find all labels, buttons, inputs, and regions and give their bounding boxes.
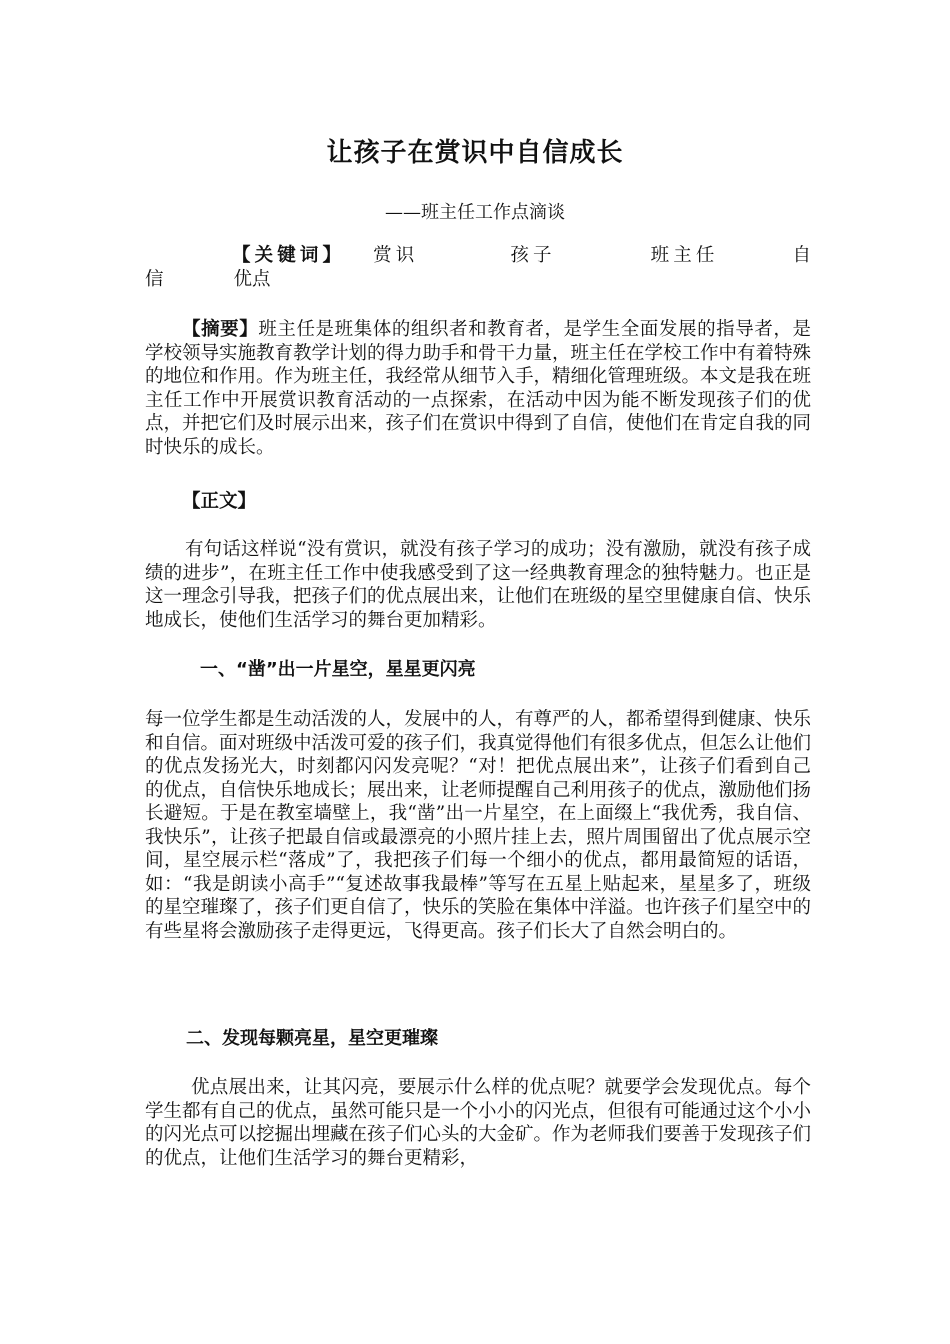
keyword-item: 班主任 <box>650 245 719 266</box>
keyword-item: 自信 <box>145 245 811 290</box>
document-title: 让孩子在赏识中自信成长 <box>326 138 624 168</box>
document-subtitle: ——班主任工作点滴谈 <box>385 202 565 223</box>
intro-paragraph: 有句话这样说“没有赏识，就没有孩子学习的成功；没有激励，就没有孩子成绩的进步”，在班主任工作中使我感受到了这一经典教育理念的独特魅力。也正是这一理念引导我，把孩子们的优点展出来，让他们在班级的星空里健康自信、快乐地成长，使他们生活学习的舞台更加精彩。 <box>145 539 812 631</box>
abstract-paragraph <box>145 318 811 459</box>
body-label: 【正文】 <box>182 491 257 512</box>
section-paragraph-2: 优点展出来，让其闪亮，要展示什么样的优点呢？就要学会发现优点。每个学生都有自己的优点，虽然可能只是一个小小的闪光点，但很有可能通过这个小小的闪光点可以挖掘出埋藏在孩子们心头的大金矿。作为老师我们要善于发现孩子们的优点，让他们生活学习的舞台更精彩， <box>145 1077 812 1169</box>
abstract-text: 班主任是班集体的组织者和教育者，是学生全面发展的指导者，是学校领导实施教育教学计划的得力助手和骨干力量，班主任在学校工作中有着特殊的地位和作用。作为班主任，我经常从细节入手，精细化管理班级。本文是我在班主任工作中开展赏识教育活动的一点探索，在活动中因为能不断发现孩子们的优点，并把它们及时展示出来，孩子们在赏识中得到了自信，使他们在肯定自我的同时快乐的成长。 <box>145 319 812 458</box>
keywords-line <box>145 244 811 291</box>
keyword-item: 优点 <box>233 268 271 290</box>
keyword-item: 赏识 <box>373 245 419 266</box>
section-paragraph-1: 每一位学生都是生动活泼的人，发展中的人，有尊严的人，都希望得到健康、快乐和自信。面对班级中活泼可爱的孩子们，我真觉得他们有很多优点，但怎么让他们的优点发扬光大，时刻都闪闪发亮呢？“对！把优点展出来”，让孩子们看到自己的优点，自信快乐地成长；展出来，让老师提醒自己利用孩子的优点，激励他们扬长避短。于是在教室墙壁上，我“凿”出一片星空，在上面缀上“我优秀，我自信、我快乐”，让孩子把最自信或最漂亮的小照片挂上去，照片周围留出了优点展示空间，星空展示栏“落成”了，我把孩子们每一个细小的优点，都用最简短的话语，如：“我是朗读小高手”“复述故事我最棒”等写在五星上贴起来，星星多了，班级的星空璀璨了，孩子们更自信了，快乐的笑脸在集体中洋溢。也许孩子们星空中的有些星将会激励孩子走得更远，飞得更高。孩子们长大了自然会明白的。 <box>145 709 812 942</box>
abstract-label: 【摘要】 <box>182 319 259 340</box>
section-heading-2: 二、发现每颗亮星，星空更璀璨 <box>186 1028 438 1049</box>
keywords-label: 【关键词】 <box>232 245 346 266</box>
section-heading-1: 一、“凿”出一片星空，星星更闪亮 <box>200 659 476 680</box>
keyword-item: 孩子 <box>510 245 556 266</box>
